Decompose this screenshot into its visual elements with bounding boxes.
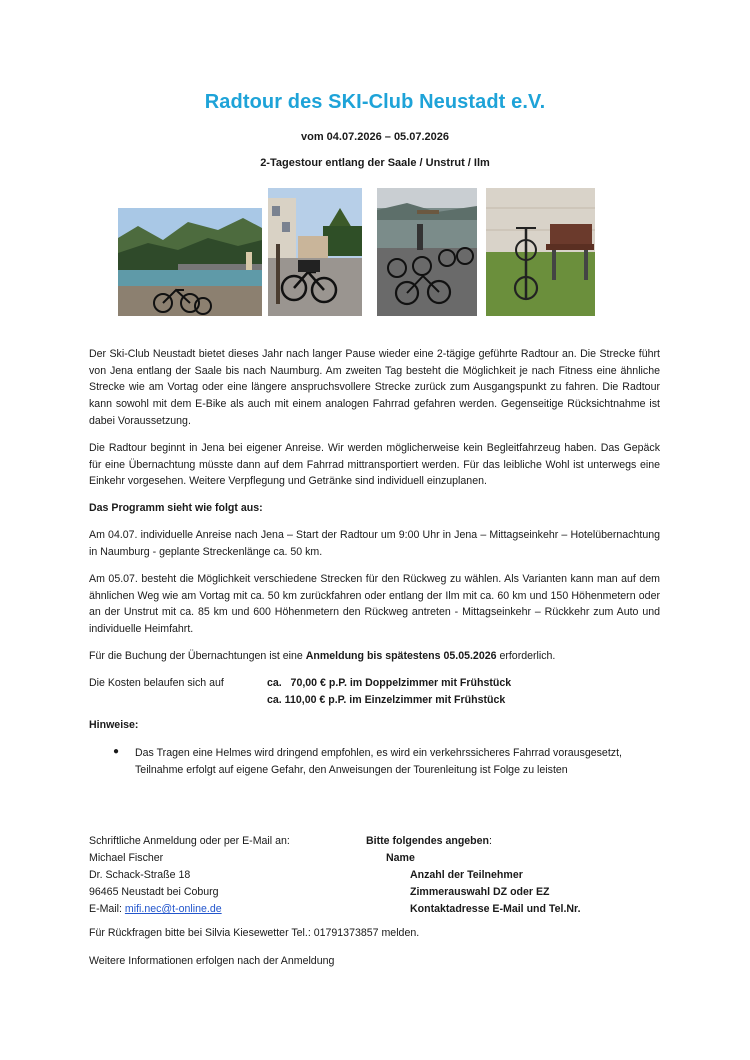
contact-city: 96465 Neustadt bei Coburg xyxy=(89,886,219,898)
info-note: Weitere Informationen erfolgen nach der Anmeldung xyxy=(89,955,335,967)
required-info-block xyxy=(366,833,581,918)
required-item-contact: Kontaktadresse E-Mail und Tel.Nr. xyxy=(410,903,581,915)
program-day-1: Am 04.07. individuelle Anreise nach Jena – Start der Radtour um 9:00 Uhr in Jena – Mittagseinkehr – Hotelübernachtung in Naumburg - geplante Streckenlänge ca. 50 km. xyxy=(89,529,660,558)
photo-river-bridge xyxy=(118,208,262,316)
booking-deadline: Anmeldung bis spätestens 05.05.2026 xyxy=(305,650,497,662)
program-day-2: Am 05.07. besteht die Möglichkeit verschiedene Strecken für den Rückweg zu wählen. Als Varianten kann man auf dem ähnlichen Weg wie am Vortag mit ca. 50 km zurückfahren oder entlang der Ilm mit ca. 60 km und 150 Höhenmetern oder an der Unstrut mit ca. 85 km und 600 Höhenmetern den Rückweg antreten - Mittagseinkehr – Rückkehr zum Auto und individuelle Heimfahrt. xyxy=(89,573,660,636)
tour-subtitle: 2-Tagestour entlang der Saale / Unstrut / Ilm xyxy=(260,157,490,169)
questions-note: Für Rückfragen bitte bei Silvia Kiesewetter Tel.: 01791373857 melden. xyxy=(89,927,420,939)
intro-paragraph-2: Die Radtour beginnt in Jena bei eigener Anreise. Wir werden möglicherweise kein Begleitfahrzeug haben. Das Gepäck für eine Übernachtung müsste dann auf dem Fahrrad mittransportiert werden. Für das leibliche Wohl ist unterwegs eine Einkehr vorgesehen. Weitere Verpflegung und Getränke sind individuell einzuplanen. xyxy=(89,442,660,488)
required-item-participants: Anzahl der Teilnehmer xyxy=(410,869,523,881)
booking-note: Für die Buchung der Übernachtungen ist eine Anmeldung bis spätestens 05.05.2026 erforderlich. xyxy=(89,650,556,662)
notes-heading: Hinweise: xyxy=(89,719,139,731)
photo-row xyxy=(0,188,750,318)
program-heading: Das Programm sieht wie folgt aus: xyxy=(89,502,263,514)
costs-label: Die Kosten belaufen sich auf xyxy=(89,677,224,689)
cost-double-room: ca. 70,00 € p.P. im Doppelzimmer mit Frühstück xyxy=(267,677,512,689)
photo-bicycles-lake xyxy=(377,188,477,316)
email-link[interactable]: mifi.nec@t-online.de xyxy=(124,903,222,915)
required-item-room: Zimmerauswahl DZ oder EZ xyxy=(410,886,550,898)
contact-name: Michael Fischer xyxy=(89,852,164,864)
bullet-icon: ● xyxy=(113,746,120,757)
intro-paragraph-1: Der Ski-Club Neustadt bietet dieses Jahr nach langer Pause wieder eine 2-tägige geführte Radtour an. Die Strecke führt von Jena entlang der Saale bis nach Naumburg. Am zweiten Tag besteht die Möglichkeit je nach Fitness eine ähnliche Strecke wie am Vortag oder eine längere anspruchsvollere Strecke zurück zum Ausgangspunkt zu fahren. Die Radtour kann sowohl mit dem E-Bike als auch mit einem analogen Fahrrad gefahren werden. Gegenseitige Rücksichtnahme ist dabei Voraussetzung. xyxy=(89,348,660,427)
cost-single-room: ca. 110,00 € p.P. im Einzelzimmer mit Frühstück xyxy=(267,694,506,706)
required-heading: Bitte folgendes angeben: xyxy=(366,835,492,847)
tour-dates: vom 04.07.2026 – 05.07.2026 xyxy=(300,131,449,143)
photo-bicycle-bench xyxy=(486,188,595,316)
page-title: Radtour des SKI-Club Neustadt e.V. xyxy=(204,91,546,113)
contact-intro: Schriftliche Anmeldung oder per E-Mail an: xyxy=(89,835,290,847)
photo-bicycles-street xyxy=(268,188,362,316)
contact-block xyxy=(89,833,290,918)
contact-street: Dr. Schack-Straße 18 xyxy=(89,869,191,881)
notes-item: Das Tragen eine Helmes wird dringend empfohlen, es wird ein verkehrssicheres Fahrrad vorausgesetzt, Teilnahme erfolgt auf eigene Gefahr, den Anweisungen der Tourenleitung ist Folge zu leisten xyxy=(135,747,622,776)
required-item-name: Name xyxy=(386,852,415,864)
contact-email-line: E-Mail: mifi.nec@t-online.de xyxy=(89,903,222,915)
